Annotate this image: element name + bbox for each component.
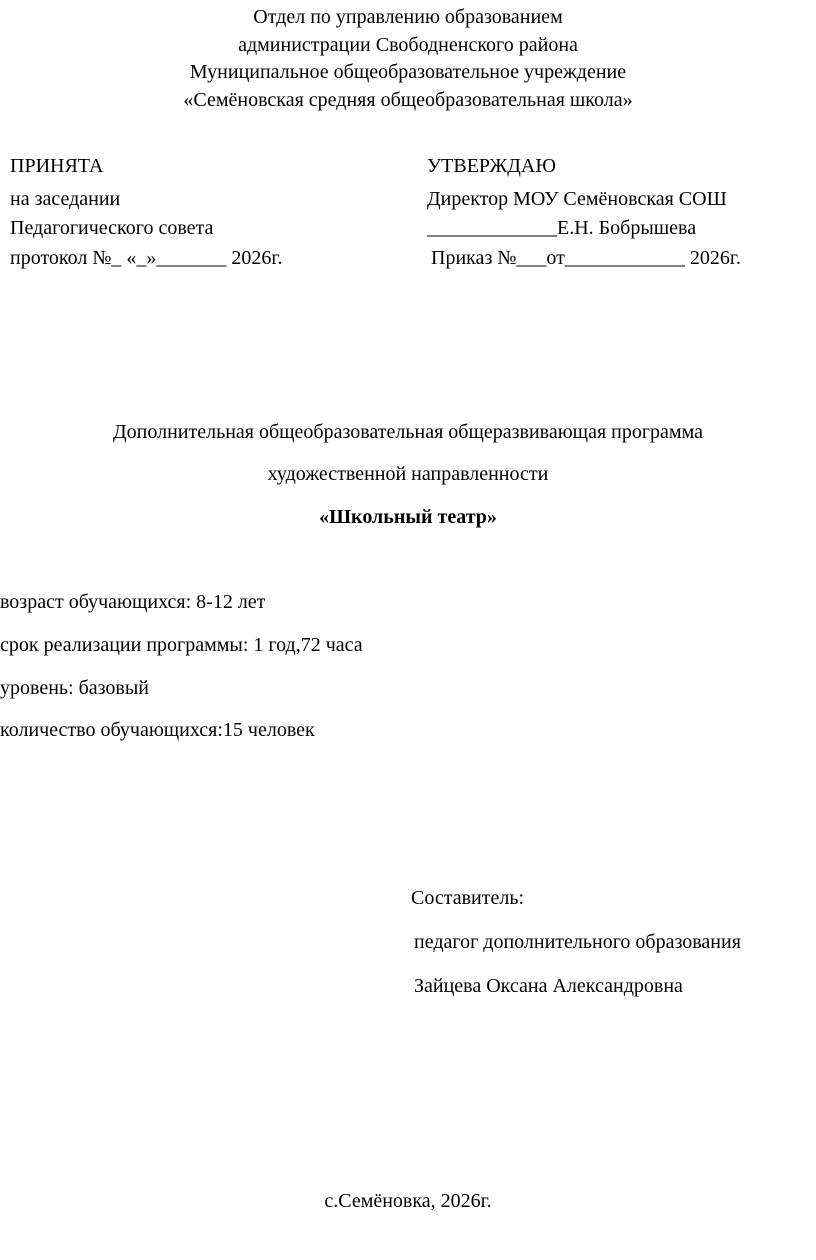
detail-count: количество обучающихся:15 человек (0, 719, 315, 741)
approved-line-3: Приказ №___от____________ 2026г. (431, 247, 741, 269)
header-line-3: Муниципальное общеобразовательное учреждение (189, 61, 627, 83)
detail-level: уровень: базовый (0, 677, 150, 699)
approved-line-1: Директор МОУ Семёновская СОШ (427, 188, 727, 210)
header-line-2: администрации Свободненского района (238, 34, 578, 56)
author-label: Составитель: (411, 887, 524, 909)
program-line-1: Дополнительная общеобразовательная общеразвивающая программа (113, 421, 703, 443)
accepted-line-2: Педагогического совета (10, 217, 214, 239)
approved-line-2: _____________Е.Н. Бобрышева (427, 217, 697, 239)
program-line-2: художественной направленности (267, 463, 549, 485)
program-name: «Школьный театр» (319, 506, 497, 528)
accepted-line-1: на заседании (10, 188, 121, 210)
header-line-4: «Семёновская средняя общеобразовательная школа» (183, 89, 633, 111)
accepted-title: ПРИНЯТА (10, 155, 104, 177)
footer-place-year: с.Семёновка, 2026г. (324, 1190, 492, 1212)
header-line-1: Отдел по управлению образованием (253, 6, 563, 28)
accepted-line-3: протокол №_ «_»_______ 2026г. (10, 247, 283, 269)
detail-age: возраст обучающихся: 8-12 лет (0, 591, 266, 613)
author-position: педагог дополнительного образования (414, 931, 741, 953)
author-name: Зайцева Оксана Александровна (414, 975, 683, 997)
detail-term: срок реализации программы: 1 год,72 часа (0, 634, 363, 656)
approved-title: УТВЕРЖДАЮ (427, 155, 556, 177)
